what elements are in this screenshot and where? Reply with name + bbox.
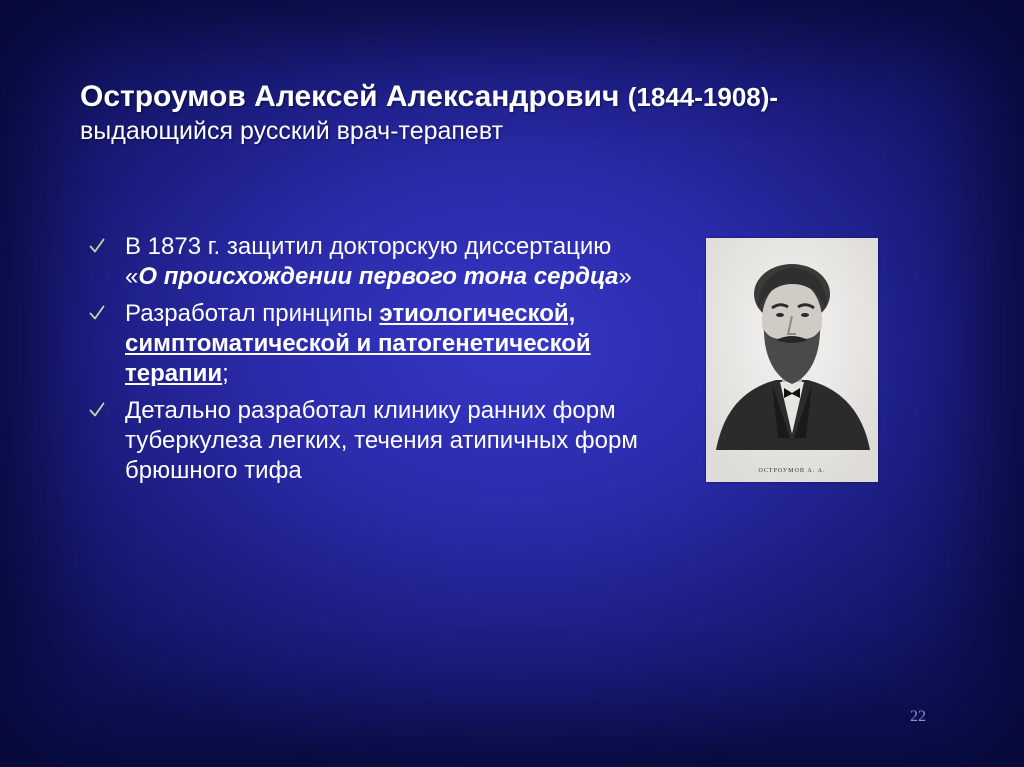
bullet-item (80, 396, 640, 486)
slide-title (80, 78, 960, 146)
bullet-item (80, 299, 640, 389)
text-normal: Разработал принципы (125, 300, 380, 327)
page-number: 22 (910, 708, 926, 725)
title-subtitle: выдающийся русский врач-терапевт (80, 117, 504, 145)
text-normal: В 1873 г. защитил докторскую диссертацию « (125, 233, 612, 290)
text-normal: » (618, 263, 632, 290)
bullet-text: Детально разработал клинику ранних форм туберкулеза легких, течения атипичных форм брюшного тифа (125, 397, 638, 484)
checkmark-icon (89, 396, 111, 426)
portrait-caption: ОСТРОУМОВ А. А. (758, 468, 826, 474)
bullet-list (80, 232, 640, 493)
therapy-principles: этиологической, симптоматической и патогенетической терапии (125, 300, 591, 387)
checkmark-icon (89, 299, 111, 329)
portrait-engraving-icon (706, 238, 878, 482)
life-years: (1844-1908)- (627, 82, 779, 112)
title-line (80, 78, 960, 116)
text-normal: ; (222, 360, 229, 387)
bullet-text (125, 233, 632, 290)
portrait-image (706, 238, 878, 482)
bullet-text (125, 300, 591, 387)
dissertation-title: О происхождении первого тона сердца (138, 263, 619, 290)
bullet-item (80, 232, 640, 292)
person-name: Остроумов Алексей Александрович (80, 80, 620, 113)
checkmark-icon (89, 232, 111, 262)
